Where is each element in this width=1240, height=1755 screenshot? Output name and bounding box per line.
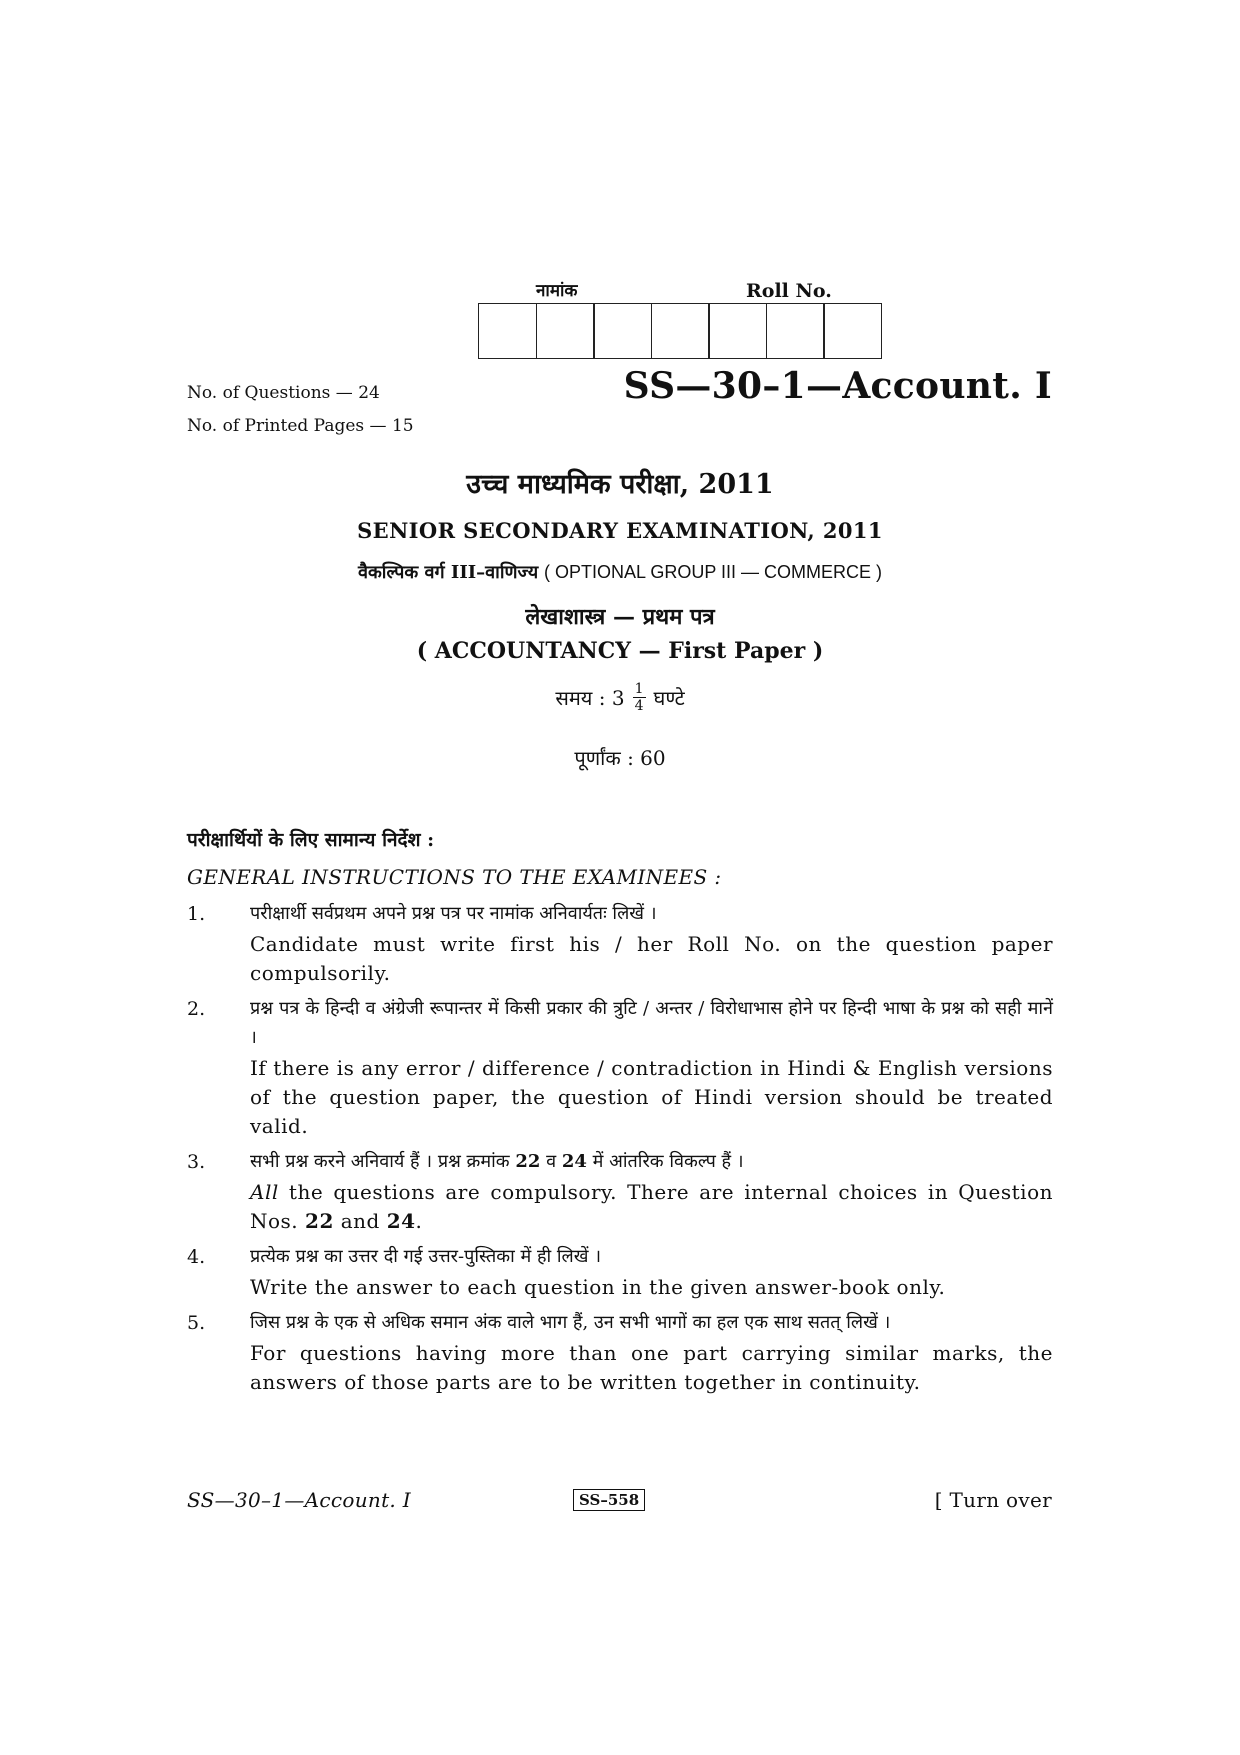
fraction-numerator: 1 [634,681,644,697]
instruction-text: the questions are compulsory. There are internal choices in Question Nos. [250,1180,1053,1233]
group-hindi: वैकल्पिक वर्ग III–वाणिज्य [357,562,539,583]
instruction-hindi: जिस प्रश्न के एक से अधिक समान अंक वाले भाग हैं, उन सभी भागों का हल एक साथ सतत् लिखें । [250,1312,891,1333]
instruction-item [187,1147,1053,1236]
question-number: 22 [305,1209,334,1233]
instructions-heading-hindi: परीक्षार्थियों के लिए सामान्य निर्देश : [187,829,435,851]
instruction-number: 1. [187,903,206,925]
roll-box[interactable] [651,303,710,359]
roll-box[interactable] [823,303,882,359]
instruction-english: Write the answer to each question in the given answer-book only. [250,1275,946,1299]
instruction-hindi [250,1147,1053,1176]
instruction-text: and [333,1209,387,1233]
group-english: ( OPTIONAL GROUP III — COMMERCE ) [543,562,883,582]
instruction-hindi: परीक्षार्थी सर्वप्रथम अपने प्रश्न पत्र पर नामांक अनिवार्यतः लिखें । [250,903,657,924]
number-of-questions: No. of Questions — 24 [187,383,380,403]
instruction-number: 5. [187,1312,206,1334]
exam-title-english: SENIOR SECONDARY EXAMINATION, 2011 [357,518,883,543]
roll-box[interactable] [766,303,825,359]
instruction-text: में आंतरिक विकल्प हैं । [586,1151,744,1172]
instruction-text: सभी प्रश्न करने अनिवार्य हैं । प्रश्न क्रमांक [250,1151,516,1172]
roll-label-hindi: नामांक [536,281,578,301]
exam-title-hindi: उच्च माध्यमिक परीक्षा, 2011 [466,469,774,500]
fraction-denominator: 4 [634,698,644,714]
instruction-item [187,899,1053,988]
paper-code: SS—30–1—Account. I [623,365,1052,407]
roll-box[interactable] [536,303,595,359]
instruction-number: 2. [187,998,206,1020]
roll-label-english: Roll No. [746,280,832,302]
question-number: 22 [515,1151,541,1172]
question-number: 24 [386,1209,416,1233]
instruction-item [187,994,1053,1141]
instruction-english [250,1178,1053,1236]
roll-box[interactable] [593,303,652,359]
footer-paper-code: SS—30–1—Account. I [187,1488,411,1512]
subject-hindi: लेखाशास्त्र — प्रथम पत्र [525,604,715,630]
emphasis-all: All [250,1180,279,1204]
instruction-item [187,1308,1053,1397]
instruction-text: . [415,1209,423,1233]
time-fraction [633,682,646,713]
instruction-english: If there is any error / difference / contradiction in Hindi & English versions of the question paper, the question of Hindi version should be treated valid. [250,1056,1053,1138]
turn-over-note: [ Turn over [934,1488,1052,1512]
roll-number-boxes [478,303,881,359]
time-allowed [0,682,1240,713]
group-line [0,560,1240,584]
instructions-heading-english: GENERAL INSTRUCTIONS TO THE EXAMINEES : [187,865,722,889]
roll-box[interactable] [708,303,767,359]
instruction-english: Candidate must write first his / her Roll No. on the question paper compulsorily. [250,932,1053,985]
roll-box[interactable] [478,303,537,359]
instructions-list [187,899,1053,1403]
instruction-item [187,1242,1053,1302]
instruction-hindi: प्रत्येक प्रश्न का उत्तर दी गई उत्तर-पुस्तिका में ही लिखें । [250,1246,602,1267]
instruction-text: व [540,1151,562,1172]
instruction-number: 4. [187,1246,206,1268]
maximum-marks: पूर्णांक : 60 [574,746,666,770]
question-number: 24 [561,1151,587,1172]
time-label: समय : 3 [555,686,625,710]
instruction-hindi: प्रश्न पत्र के हिन्दी व अंग्रेजी रूपान्तर में किसी प्रकार की त्रुटि / अन्तर / विरोधाभास होने पर हिन्दी भाषा के प्रश्न को सही मानें । [250,998,1053,1048]
number-of-pages: No. of Printed Pages — 15 [187,416,414,436]
footer-series-code: SS–558 [573,1489,645,1511]
instruction-english: For questions having more than one part carrying similar marks, the answers of those parts are to be written together in continuity. [250,1341,1053,1394]
subject-english: ( ACCOUNTANCY — First Paper ) [416,638,824,664]
instruction-number: 3. [187,1151,206,1173]
time-unit: घण्टे [653,686,685,710]
